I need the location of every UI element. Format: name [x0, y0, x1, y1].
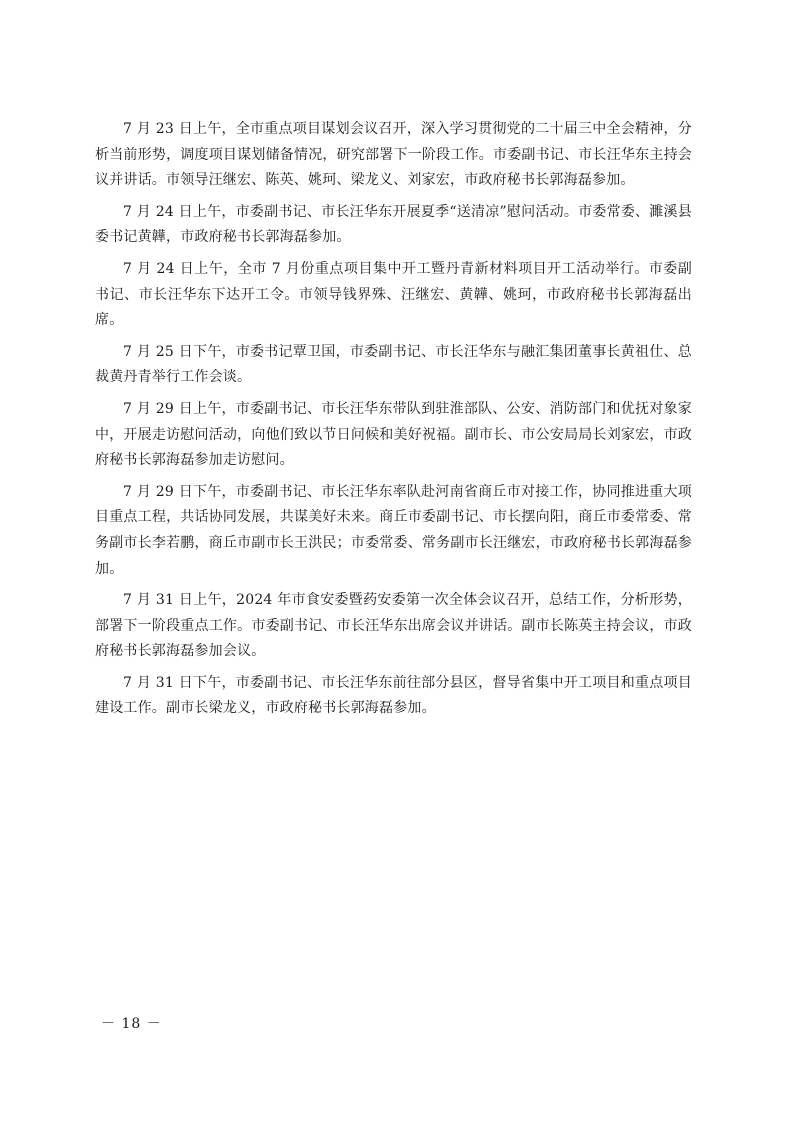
paragraph-jul24-am-cooling: 7 月 24 日上午，市委副书记、市长汪华东开展夏季“送清凉”慰问活动。市委常委、濉溪县委书记黄韡，市政府秘书长郭海磊参加。 — [95, 203, 692, 246]
paragraph-jul25-pm: 7 月 25 日下午，市委书记覃卫国，市委副书记、市长汪华东与融汇集团董事长黄祖仕、总裁黄丹青举行工作会谈。 — [95, 343, 692, 386]
paragraph-jul29-pm: 7 月 29 日下午，市委副书记、市长汪华东率队赴河南省商丘市对接工作，协同推进重大项目重点工程，共话协同发展，共谋美好未来。商丘市委副书记、市长摆向阳，商丘市委常委、常务副市长李若鹏，商丘市副市长王洪民；市委常委、常务副市长汪继宏，市政府秘书长郭海磊参加。 — [95, 483, 692, 577]
paragraph-jul23-am: 7 月 23 日上午，全市重点项目谋划会议召开，深入学习贯彻党的二十届三中全会精神，分析当前形势，调度项目谋划储备情况，研究部署下一阶段工作。市委副书记、市长汪华东主持会议并讲话。市领导汪继宏、陈英、姚珂、梁龙义、刘家宏，市政府秘书长郭海磊参加。 — [95, 121, 692, 189]
paragraph-jul29-am: 7 月 29 日上午，市委副书记、市长汪华东带队到驻淮部队、公安、消防部门和优抚对象家中，开展走访慰问活动，向他们致以节日问候和美好祝福。副市长、市公安局局长刘家宏，市政府秘书长郭海磊参加走访慰问。 — [95, 400, 692, 469]
page-number: － 18 － — [101, 1016, 162, 1032]
paragraph-jul31-pm: 7 月 31 日下午，市委副书记、市长汪华东前往部分县区，督导省集中开工项目和重点项目建设工作。副市长梁龙义，市政府秘书长郭海磊参加。 — [95, 674, 692, 717]
document-body — [95, 117, 692, 728]
paragraph-jul24-am-groundbreaking: 7 月 24 日上午，全市 7 月份重点项目集中开工暨丹青新材料项目开工活动举行。市委副书记、市长汪华东下达开工令。市领导钱界殊、汪继宏、黄韡、姚珂，市政府秘书长郭海磊出席。 — [95, 260, 692, 329]
paragraph-jul31-am: 7 月 31 日上午，2024 年市食安委暨药安委第一次全体会议召开，总结工作，分析形势，部署下一阶段重点工作。市委副书记、市长汪华东出席会议并讲话。副市长陈英主持会议，市政府秘书长郭海磊参加会议。 — [95, 592, 692, 660]
